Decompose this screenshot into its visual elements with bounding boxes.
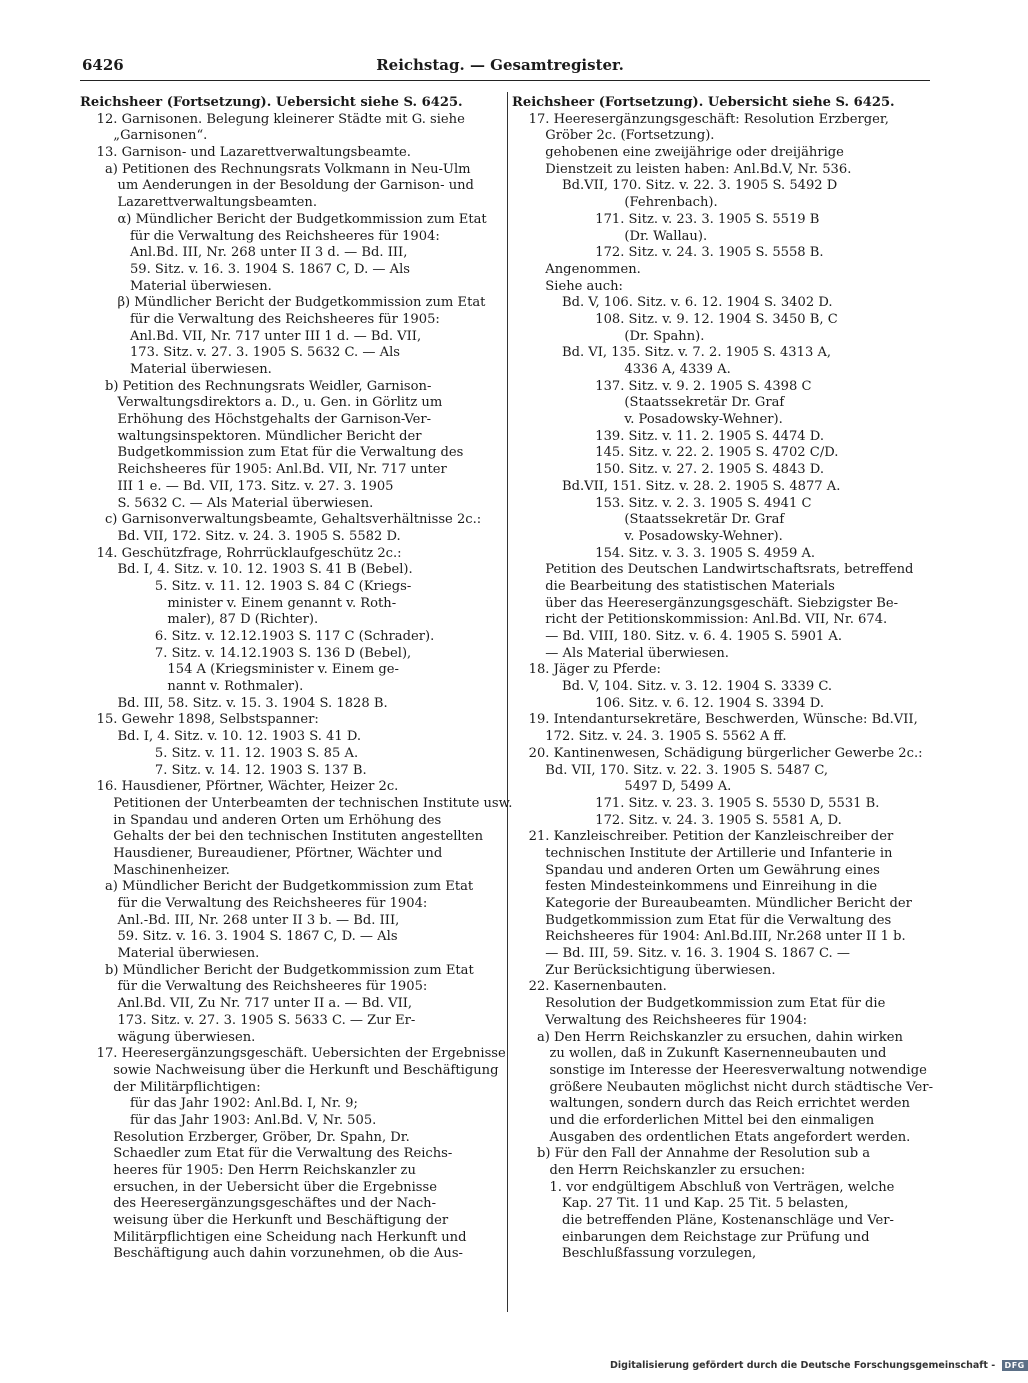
index-line: die Bearbeitung des statistischen Materials [512,578,835,594]
index-line: den Herrn Reichskanzler zu ersuchen: [512,1163,806,1178]
index-line: β) Mündlicher Bericht der Budgetkommission zum Etat [80,295,486,311]
index-line: technischen Institute der Artillerie und Infanterie in [512,845,893,861]
index-line: Beschäftigung auch dahin vorzunehmen, ob die Aus- [80,1246,463,1262]
index-line: 153. Sitz. v. 2. 3. 1905 S. 4941 C [512,495,812,511]
index-line: für das Jahr 1902: Anl.Bd. I, Nr. 9; [80,1096,358,1112]
index-line: Lazarettverwaltungsbeamten. [80,195,317,211]
index-line: und die erforderlichen Mittel bei den einmaligen [512,1112,875,1128]
index-line: Verwaltungsdirektors a. D., u. Gen. in Görlitz um [80,395,443,411]
index-line: Bd. VI, 135. Sitz. v. 7. 2. 1905 S. 4313 A, [512,345,832,361]
index-line: Anl.Bd. VII, Nr. 717 unter III 1 d. — Bd. VII, [80,328,422,344]
dfg-logo: DFG [1002,1360,1028,1371]
index-line: für die Verwaltung des Reichsheeres für 1904: [80,896,428,911]
index-line: größere Neubauten möglichst nicht durch städtische Ver- [512,1079,933,1095]
index-line: (Staatssekretär Dr. Graf [512,512,785,528]
index-line: 150. Sitz. v. 27. 2. 1905 S. 4843 D. [512,462,824,478]
index-line: Militärpflichtigen eine Scheidung nach Herkunft und [80,1229,467,1245]
index-line: 173. Sitz. v. 27. 3. 1905 S. 5633 C. — Zur Er- [80,1012,416,1028]
index-line: v. Posadowsky-Wehner). [512,412,783,428]
index-line: 1. vor endgültigem Abschluß von Verträgen, welche [512,1179,895,1195]
footer-text: Digitalisierung gefördert durch die Deutsche Forschungsgemeinschaft - [610,1360,996,1371]
index-line: (Dr. Wallau). [512,228,708,244]
index-line: 145. Sitz. v. 22. 2. 1905 S. 4702 C/D. [512,445,839,461]
index-line: 172. Sitz. v. 24. 3. 1905 S. 5558 B. [512,245,824,261]
index-line: Bd.VII, 170. Sitz. v. 22. 3. 1905 S. 5492 D [512,178,838,194]
index-line: Bd. I, 4. Sitz. v. 10. 12. 1903 S. 41 B (Bebel). [80,562,413,578]
index-line: (Fehrenbach). [512,195,718,211]
index-line: Maschinenheizer. [80,862,230,878]
index-line: Zur Berücksichtigung überwiesen. [512,962,776,978]
index-line: Resolution der Budgetkommission zum Etat für die [512,996,886,1012]
index-line: 16. Hausdiener, Pförtner, Wächter, Heizer 2c. [80,779,399,795]
running-head: Reichstag. — Gesamtregister. [376,56,624,74]
index-line: Angenommen. [512,261,641,277]
index-line: zu wollen, daß in Zukunft Kasernenneubauten und [512,1046,887,1062]
right-column [512,95,933,1263]
index-line: Gröber 2c. (Fortsetzung). [512,128,715,144]
index-line: 20. Kantinenwesen, Schädigung bürgerlicher Gewerbe 2c.: [512,745,923,761]
index-line: 171. Sitz. v. 23. 3. 1905 S. 5530 D, 5531 B. [512,795,880,811]
index-line: 4336 A, 4339 A. [512,362,731,377]
index-line: für die Verwaltung des Reichsheeres für 1905: [80,311,440,327]
index-line: (Dr. Spahn). [512,328,705,344]
index-line: Resolution Erzberger, Gröber, Dr. Spahn, Dr. [80,1129,410,1145]
index-line: der Militärpflichtigen: [80,1079,261,1095]
index-line: 22. Kasernenbauten. [512,979,667,995]
index-line: v. Posadowsky-Wehner). [512,528,783,544]
index-line: gehobenen eine zweijährige oder dreijährige [512,145,844,161]
index-line: Hausdiener, Bureaudiener, Pförtner, Wächter und [80,845,443,861]
index-line: 154. Sitz. v. 3. 3. 1905 S. 4959 A. [512,545,816,561]
index-line: 154 A (Kriegsminister v. Einem ge- [80,662,399,678]
index-line: minister v. Einem genannt v. Roth- [80,595,397,611]
index-line: S. 5632 C. — Als Material überwiesen. [80,495,374,511]
index-line: 21. Kanzleischreiber. Petition der Kanzleischreiber der [512,829,894,845]
index-line: waltungen, sondern durch das Reich errichtet werden [512,1096,910,1112]
index-line: 15. Gewehr 1898, Selbstspanner: [80,712,319,728]
index-line: Material überwiesen. [80,946,260,962]
index-line: b) Petition des Rechnungsrats Weidler, Garnison- [80,378,432,394]
index-line: Anl.Bd. VII, Zu Nr. 717 unter II a. — Bd. VII, [80,996,413,1012]
index-line: Bd.VII, 151. Sitz. v. 28. 2. 1905 S. 4877 A. [512,478,841,494]
index-line: wägung überwiesen. [80,1029,256,1045]
index-line: 172. Sitz. v. 24. 3. 1905 S. 5562 A ff. [512,729,787,745]
index-line: Dienstzeit zu leisten haben: Anl.Bd.V, Nr. 536. [512,161,852,177]
index-line: festen Mindesteinkommens und Einreihung in die [512,879,878,895]
index-line: α) Mündlicher Bericht der Budgetkommission zum Etat [80,211,487,227]
index-line: — Bd. VIII, 180. Sitz. v. 6. 4. 1905 S. 5901 A. [512,629,843,644]
index-line: Verwaltung des Reichsheeres für 1904: [512,1012,807,1028]
index-line: „Garnisonen“. [80,128,208,144]
index-line: weisung über die Herkunft und Beschäftigung der [80,1213,449,1229]
index-line: — Bd. III, 59. Sitz. v. 16. 3. 1904 S. 1867 C. — [512,946,850,962]
index-line: Bd. VII, 170. Sitz. v. 22. 3. 1905 S. 5487 C, [512,762,829,778]
index-line: 139. Sitz. v. 11. 2. 1905 S. 4474 D. [512,428,824,444]
index-line: 13. Garnison- und Lazarettverwaltungsbeamte. [80,145,411,161]
index-line: 5. Sitz. v. 11. 12. 1903 S. 84 C (Kriegs- [80,578,412,594]
index-line: Bd. I, 4. Sitz. v. 10. 12. 1903 S. 41 D. [80,729,362,745]
index-line: 106. Sitz. v. 6. 12. 1904 S. 3394 D. [512,695,824,711]
index-line: a) Petitionen des Rechnungsrats Volkmann in Neu-Ulm [80,161,471,177]
index-line: einbarungen dem Reichstage zur Prüfung und [512,1229,870,1245]
index-line: für das Jahr 1903: Anl.Bd. V, Nr. 505. [80,1112,377,1128]
index-line: 6. Sitz. v. 12.12.1903 S. 117 C (Schrader). [80,629,435,644]
index-line: Reichsheeres für 1905: Anl.Bd. VII, Nr. 717 unter [80,462,447,478]
index-line: über das Heeresergänzungsgeschäft. Siebzigster Be- [512,595,899,611]
index-line: a) Den Herrn Reichskanzler zu ersuchen, dahin wirken [512,1029,903,1045]
index-line: 137. Sitz. v. 9. 2. 1905 S. 4398 C [512,378,812,394]
index-line: Reichsheeres für 1904: Anl.Bd.III, Nr.268 unter II 1 b. [512,929,906,945]
index-line: nannt v. Rothmaler). [80,679,304,695]
index-line: Kategorie der Bureaubeamten. Mündlicher Bericht der [512,896,912,911]
index-line: Bd. V, 106. Sitz. v. 6. 12. 1904 S. 3402 D. [512,295,833,311]
index-line: 5. Sitz. v. 11. 12. 1903 S. 85 A. [80,745,359,761]
index-line: 18. Jäger zu Pferde: [512,662,661,678]
index-line: richt der Petitionskommission: Anl.Bd. VII, Nr. 674. [512,612,888,628]
index-line: Erhöhung des Höchstgehalts der Garnison-Ver- [80,412,432,428]
index-line: 7. Sitz. v. 14. 12. 1903 S. 137 B. [80,762,367,778]
index-line: des Heeresergänzungsgeschäftes und der Nach- [80,1196,437,1212]
index-line: 173. Sitz. v. 27. 3. 1905 S. 5632 C. — Als [80,345,401,361]
index-line: Siehe auch: [512,278,623,294]
index-line: Petition des Deutschen Landwirtschaftsrats, betreffend [512,562,914,578]
index-line: Material überwiesen. [80,362,272,377]
index-line: 7. Sitz. v. 14.12.1903 S. 136 D (Bebel), [80,645,412,661]
index-line: waltungsinspektoren. Mündlicher Bericht der [80,428,422,444]
page-number: 6426 [82,56,124,74]
index-line: Material überwiesen. [80,278,272,294]
index-line: heeres für 1905: Den Herrn Reichskanzler zu [80,1163,416,1178]
index-line: maler), 87 D (Richter). [80,612,319,628]
index-line: Schaedler zum Etat für die Verwaltung des Reichs- [80,1146,453,1162]
index-line: 59. Sitz. v. 16. 3. 1904 S. 1867 C, D. — Als [80,929,398,945]
index-line: b) Mündlicher Bericht der Budgetkommission zum Etat [80,962,474,978]
index-line: Reichsheer (Fortsetzung). Uebersicht siehe S. 6425. [512,95,895,110]
index-line: a) Mündlicher Bericht der Budgetkommission zum Etat [80,879,474,895]
index-line: in Spandau und anderen Orten um Erhöhung des [80,812,442,828]
index-line: 12. Garnisonen. Belegung kleinerer Städte mit G. siehe [80,111,465,127]
index-line: Petitionen der Unterbeamten der technischen Institute usw. [80,795,513,811]
index-line: Ausgaben des ordentlichen Etats angefordert werden. [512,1129,911,1145]
index-line: b) Für den Fall der Annahme der Resolution sub a [512,1146,871,1162]
index-line: 172. Sitz. v. 24. 3. 1905 S. 5581 A, D. [512,812,842,828]
index-line: Bd. III, 58. Sitz. v. 15. 3. 1904 S. 1828 B. [80,695,388,711]
index-line: c) Garnisonverwaltungsbeamte, Gehaltsverhältnisse 2c.: [80,512,482,528]
index-line: Kap. 27 Tit. 11 und Kap. 25 Tit. 5 belasten, [512,1196,849,1212]
index-line: Bd. VII, 172. Sitz. v. 24. 3. 1905 S. 5582 D. [80,528,401,544]
index-line: 14. Geschützfrage, Rohrrücklaufgeschütz 2c.: [80,545,402,561]
index-line: für die Verwaltung des Reichsheeres für 1904: [80,228,440,244]
index-line: für die Verwaltung des Reichsheeres für 1905: [80,979,428,995]
index-line: Anl.-Bd. III, Nr. 268 unter II 3 b. — Bd. III, [80,912,400,928]
index-line: die betreffenden Pläne, Kostenanschläge und Ver- [512,1213,894,1229]
left-column [80,95,513,1263]
index-line: Beschlußfassung vorzulegen, [512,1246,757,1262]
index-line: 171. Sitz. v. 23. 3. 1905 S. 5519 B [512,211,820,227]
index-line: Bd. V, 104. Sitz. v. 3. 12. 1904 S. 3339 C. [512,679,833,695]
index-line: 17. Heeresergänzungsgeschäft. Uebersichten der Ergebnisse [80,1046,506,1062]
index-line: Budgetkommission zum Etat für die Verwaltung des [80,445,464,461]
index-line: 59. Sitz. v. 16. 3. 1904 S. 1867 C, D. — Als [80,261,411,277]
column-divider [507,92,508,1312]
index-line: 19. Intendantursekretäre, Beschwerden, Wünsche: Bd.VII, [512,712,918,728]
index-line: III 1 e. — Bd. VII, 173. Sitz. v. 27. 3. 1905 [80,478,394,494]
index-line: 108. Sitz. v. 9. 12. 1904 S. 3450 B, C [512,311,838,327]
index-line: 17. Heeresergänzungsgeschäft: Resolution Erzberger, [512,111,889,127]
index-line: (Staatssekretär Dr. Graf [512,395,785,411]
index-line: 5497 D, 5499 A. [512,779,732,795]
index-line: — Als Material überwiesen. [512,645,729,661]
index-line: Spandau und anderen Orten um Gewährung eines [512,862,880,878]
index-line: Budgetkommission zum Etat für die Verwaltung des [512,912,892,928]
footer-credit [610,1360,1028,1371]
index-line: Gehalts der bei den technischen Instituten angestellten [80,829,484,845]
index-line: sonstige im Interesse der Heeresverwaltung notwendige [512,1062,927,1078]
index-line: ersuchen, in der Uebersicht über die Ergebnisse [80,1179,437,1195]
index-line: Anl.Bd. III, Nr. 268 unter II 3 d. — Bd. III, [80,245,408,261]
index-line: um Aenderungen in der Besoldung der Garnison- und [80,178,474,194]
header-rule [80,80,930,81]
index-line: Reichsheer (Fortsetzung). Uebersicht siehe S. 6425. [80,95,463,110]
index-line: sowie Nachweisung über die Herkunft und Beschäftigung [80,1062,499,1078]
